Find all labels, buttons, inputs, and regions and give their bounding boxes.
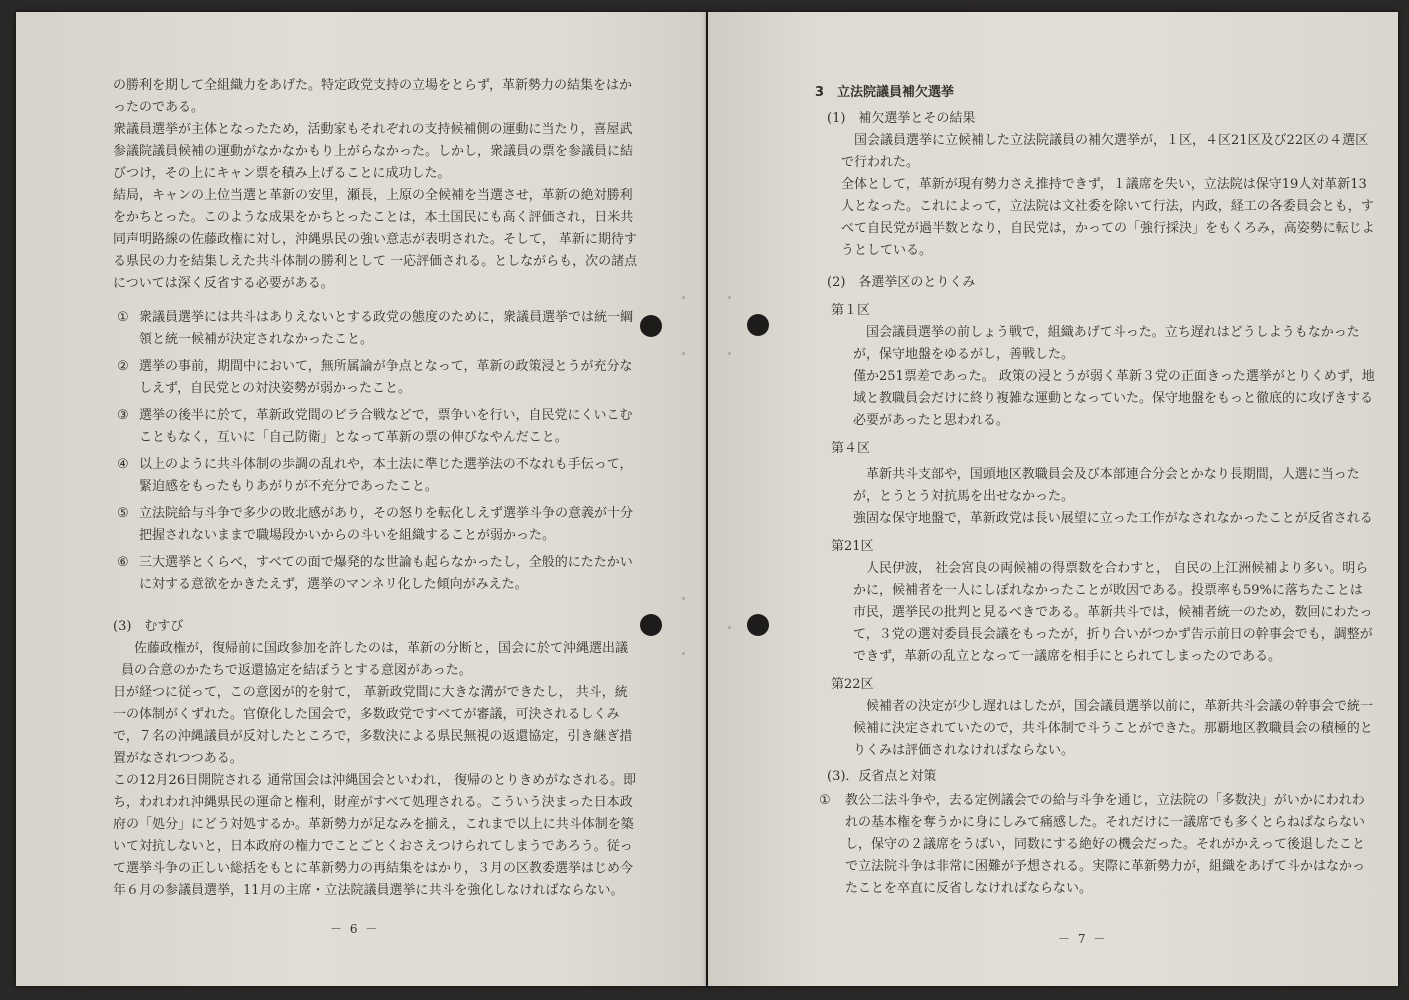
paper-mark — [728, 296, 731, 299]
punch-hole — [640, 614, 662, 636]
item-number: ⑥ — [117, 555, 129, 570]
district-block — [827, 300, 1375, 432]
subsection-districts — [815, 272, 1375, 762]
item-text: 選挙の後半に於て，革新政党間のビラ合戦などで，票争いを行い，自民党にくいこむこともなく，互いに「自己防衛」となって革新の票の伸びなやんだこと。 — [139, 408, 633, 445]
subsection-results — [815, 108, 1375, 262]
subsection-title: (1) 補欠選挙とその結果 — [827, 111, 976, 126]
right-page-body — [815, 82, 1375, 900]
district-paragraph: 強固な保守地盤で，革新政党は長い展望に立った工作がなされなかったことが反省される — [853, 511, 1373, 526]
subsection-countermeasures — [815, 766, 1375, 788]
paper-mark — [682, 597, 685, 600]
paper-mark — [682, 352, 685, 355]
item-number: ① — [819, 793, 831, 808]
item-text: 選挙の事前，期間中において，無所属論が争点となって，革新の政策浸とうが充分なしえず，自民党との対決姿勢が弱かったこと。 — [139, 359, 633, 396]
item-number: ② — [117, 359, 129, 374]
reflection-list — [113, 307, 638, 596]
list-item — [113, 405, 638, 449]
district-block — [827, 536, 1375, 668]
punch-hole — [747, 614, 769, 636]
paper-mark — [682, 652, 685, 655]
district-paragraph: 国会議員選挙の前しょう戦で，組織あげて斗った。立ち遅れはどうしようもなかったが，保守地盤をゆるがし，善戦した。 — [853, 325, 1360, 362]
district-name: 第４区 — [831, 441, 871, 456]
punch-hole — [640, 315, 662, 337]
item-text: 衆議員選挙には共斗はありえないとする政党の態度のために，衆議員選挙では統一綱領と統一候補が決定されなかったこと。 — [139, 310, 634, 347]
section-title: (3) むすび — [113, 619, 184, 634]
conclusion-paragraph-3: この12月26日開院される 通常国会は沖縄国会といわれ， 復帰のとりきめがなされる。即ち，われわれ沖縄県民の運命と権利，財産がすべて処理される。こういう決まった日本政府の「処分」にどう対処するか。革新勢力が足なみを揃え，これまで以上に共斗体制を築いて対抗しないと，日本政府の権力でことごとくおさえつけられてしまうであろう。従って選挙斗争の正しい総括をもとに革新勢力の再結集をはかり，３月の区教委選挙はじめ今年６月の参議員選挙，11月の主席・立法院議員選挙に共斗を強化しなければならない。 — [113, 773, 637, 898]
section-heading: 3 立法院議員補欠選挙 — [815, 85, 955, 100]
district-paragraph: 候補者の決定が少し遅れはしたが，国会議員選挙以前に，革新共斗会議の幹事会で統一候補に決定されていたので，共斗体制で斗うことができた。那覇地区教職員会の積極的とりくみは評価されなければならない。 — [853, 699, 1374, 758]
district-name: 第１区 — [831, 303, 871, 318]
paper-mark — [728, 352, 731, 355]
item-text: 以上のように共斗体制の歩調の乱れや，本土法に準じた選挙法の不なれも手伝って，緊迫感をもったもりあがりが不充分であったこと。 — [139, 457, 633, 494]
item-text: 教公二法斗争や，去る定例議会での給与斗争を通じ，立法院の「多数決」がいかにわれわれの基本権を奪うかに身にしみて痛感した。それだけに一議席でも多くとらねばならないし，保守の２議席をうばい，同数にする絶好の機会だった。それがかえって後退したことで立法院斗争は非常に困難が予想される。実際に革新勢力が，組織をあげて斗かはなかったことを卒直に反省しなければならない。 — [845, 793, 1366, 896]
left-page-body — [113, 75, 638, 902]
list-item — [113, 454, 638, 498]
subsection-title: (2) 各選挙区のとりくみ — [827, 275, 976, 290]
list-item — [815, 790, 1375, 900]
conclusion-paragraph-1: 佐藤政権が，復帰前に国政参加を許したのは，革新の分断と，国会に於て沖縄選出議員の合意のかたちで返還協定を結ぼうとする意図があった。 — [121, 641, 629, 678]
item-number: ③ — [117, 408, 129, 423]
item-number: ⑤ — [117, 506, 129, 521]
item-number: ④ — [117, 457, 129, 472]
page-number: － 6 － — [330, 922, 380, 936]
punch-hole — [747, 314, 769, 336]
district-block — [827, 674, 1375, 762]
paper-mark — [728, 626, 731, 629]
page-number: － 7 － — [1058, 932, 1108, 946]
item-text: 立法院給与斗争で多少の敗北感があり，その怒りを転化しえず選挙斗争の意義が十分把握されないままで職場段かいからの斗いを組織することが弱かった。 — [139, 506, 634, 543]
intro-paragraph-2: 衆議員選挙が主体となったため，活動家もそれぞれの支持候補側の運動に当たり，喜屋武参議院議員候補の運動がなかなかもり上がらなかった。しかし，衆議員の票を参議員に結びつけ，その上にキャン票を積み上げることに成功した。 — [113, 122, 634, 181]
right-page — [708, 12, 1398, 986]
district-paragraph: 革新共斗支部や，国頭地区教職員会及び本部連合分会とかなり長期間，人選に当ったが，とうとう対抗馬を出せなかった。 — [853, 467, 1360, 504]
list-item — [113, 307, 638, 351]
item-number: ① — [117, 310, 129, 325]
results-paragraph-1: 国会議員選挙に立候補した立法院議員の補欠選挙が，１区，４区21区及び22区の４選区で行われた。 — [841, 133, 1369, 170]
paper-mark — [682, 296, 685, 299]
conclusion-section — [113, 616, 638, 902]
district-name: 第21区 — [831, 539, 874, 554]
intro-paragraph-1: の勝利を期して全組織力をあげた。特定政党支持の立場をとらず，革新勢力の結集をはかったのである。 — [113, 78, 632, 115]
district-paragraph: 僅か251票差であった。 政策の浸とうが弱く革新３党の正面きった選挙がとりくめず，地域と教職員会だけに終り複雑な運動となっていた。保守地盤をもっと徹底的に攻げきする必要があったと思われる。 — [853, 369, 1375, 428]
list-item — [113, 552, 638, 596]
intro-paragraph-3: 結局，キャンの上位当選と革新の安里，瀬長，上原の全候補を当選させ，革新の絶対勝利をかちとった。このような成果をかちとったことは，本土国民にも高く評価され，日米共同声明路線の佐藤政権に対し，沖縄県民の強い意志が表明された。そして， 革新に期待する県民の力を結集しえた共斗体制の勝利として 一応評価される。としながらも，次の諸点については深く反省する必要がある。 — [113, 188, 638, 291]
list-item — [113, 503, 638, 547]
district-block — [827, 438, 1375, 530]
results-paragraph-2: 全体として，革新が現有勢力さえ推持できず，１議席を失い，立法院は保守19人対革新13人となった。これによって，立法院は文社委を除いて行法，内政，経工の各委員会とも，すべて自民党が過半数となり，自民党は，かっての「強行採決」をもくろみ，高姿勢に転じようとしている。 — [841, 177, 1375, 258]
district-paragraph: 人民伊波， 社会宮良の両候補の得票数を合わすと， 自民の上江洲候補より多い。明らかに，候補者を一人にしぼれなかったことが敗因である。投票率も59%に落ちたことは市民，選挙民の批判と見るべきである。革新共斗では，候補者統一のため，数回にわたって，３党の選対委員長会議をもったが，折り合いがつかず告示前日の幹事会でも，調整ができず，革新の乱立となって一議席を相手にとられてしまったのである。 — [853, 561, 1373, 664]
conclusion-paragraph-2: 日が経つに従って，この意図が的を射て， 革新政党間に大きな溝ができたし， 共斗，統一の体制がくずれた。官僚化した国会で，多数政党ですべてが審議，可決されるしくみで，７名の沖縄議員が反対したところで，多数決による県民無視の返還協定，引き継ぎ措置がなされつつある。 — [113, 685, 633, 766]
left-page — [16, 12, 706, 986]
item-text: 三大選挙とくらべ，すべての面で爆発的な世論も起らなかったし，全般的にたたかいに対する意欲をかきたえず，選挙のマンネリ化した傾向がみえた。 — [139, 555, 633, 592]
list-item — [113, 356, 638, 400]
district-name: 第22区 — [831, 677, 874, 692]
subsection-title: (3)．反省点と対策 — [827, 769, 937, 784]
